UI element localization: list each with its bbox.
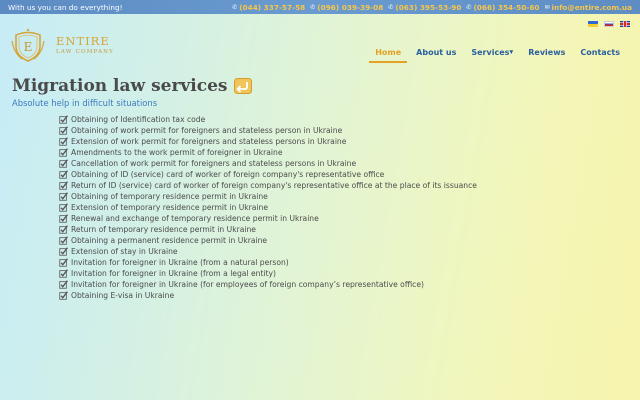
- nav-about-us[interactable]: About us: [416, 48, 457, 57]
- service-item[interactable]: [59, 169, 477, 180]
- service-label: Extension of work permit for foreigners and stateless persons in Ukraine: [71, 137, 347, 146]
- service-label: Return of ID (service) card of worker of foreign company's representative office at the place of its issuance: [71, 181, 477, 190]
- phone-link-1[interactable]: [232, 3, 305, 12]
- phone-link-2[interactable]: [310, 3, 383, 12]
- phone-number: (066) 354-50-60: [473, 2, 540, 12]
- page-subtitle: Absolute help in difficult situations: [12, 98, 158, 108]
- service-label: Extension of stay in Ukraine: [71, 247, 178, 256]
- ukrainian-flag-icon[interactable]: [588, 21, 598, 27]
- mail-icon: ✉: [544, 3, 550, 11]
- checkbox-checked-icon: [59, 137, 68, 146]
- service-item[interactable]: [59, 114, 477, 125]
- checkbox-checked-icon: [59, 115, 68, 124]
- checkbox-checked-icon: [59, 148, 68, 157]
- checkbox-checked-icon: [59, 159, 68, 168]
- service-label: Obtaining of Identification tax code: [71, 115, 206, 124]
- contact-list: [232, 3, 632, 12]
- checkbox-checked-icon: [59, 214, 68, 223]
- service-label: Return of temporary residence permit in Ukraine: [71, 225, 256, 234]
- service-label: Renewal and exchange of temporary residence permit in Ukraine: [71, 214, 319, 223]
- service-label: Invitation for foreigner in Ukraine (from a legal entity): [71, 269, 276, 278]
- email-link[interactable]: [545, 3, 633, 12]
- service-label: Amendments to the work permit of foreigner in Ukraine: [71, 148, 283, 157]
- email-address: info@entire.com.ua: [551, 2, 632, 12]
- phone-icon: ✆: [466, 3, 472, 11]
- nav-services[interactable]: Services▼: [471, 48, 514, 57]
- service-item[interactable]: [59, 246, 477, 257]
- logo-shield-icon: [10, 27, 46, 63]
- service-label: Obtaining a permanent residence permit in Ukraine: [71, 236, 268, 245]
- page-title-text: Migration law services: [12, 76, 228, 96]
- service-item[interactable]: [59, 268, 477, 279]
- phone-number: (044) 337-57-58: [239, 2, 306, 12]
- service-item[interactable]: [59, 158, 477, 169]
- checkbox-checked-icon: [59, 280, 68, 289]
- service-label: Obtaining E-visa in Ukraine: [71, 291, 175, 300]
- brand-name: ENTIRE: [56, 34, 110, 48]
- service-item[interactable]: [59, 257, 477, 268]
- phone-number: (063) 395-53-90: [395, 2, 462, 12]
- service-label: Obtaining of ID (service) card of worker of foreign company's representative office: [71, 170, 385, 179]
- service-label: Invitation for foreigner in Ukraine (for employees of foreign company’s representative office): [71, 280, 424, 289]
- checkbox-checked-icon: [59, 225, 68, 234]
- service-item[interactable]: [59, 202, 477, 213]
- phone-link-3[interactable]: [388, 3, 461, 12]
- checkbox-checked-icon: [59, 203, 68, 212]
- service-item[interactable]: [59, 180, 477, 191]
- checkbox-checked-icon: [59, 236, 68, 245]
- phone-number: (096) 039-39-08: [317, 2, 384, 12]
- main-nav: [366, 47, 626, 63]
- brand-subtitle: LAW COMPANY: [56, 49, 114, 55]
- logo-letter: E: [23, 40, 33, 54]
- checkbox-checked-icon: [59, 247, 68, 256]
- phone-link-4[interactable]: [466, 3, 539, 12]
- service-item[interactable]: [59, 125, 477, 136]
- service-item[interactable]: [59, 191, 477, 202]
- nav-contacts[interactable]: Contacts: [580, 48, 620, 57]
- nav-reviews[interactable]: Reviews: [528, 48, 566, 57]
- company-logo[interactable]: [10, 27, 114, 63]
- service-label: Invitation for foreigner in Ukraine (from a natural person): [71, 258, 289, 267]
- service-item[interactable]: [59, 235, 477, 246]
- service-item[interactable]: [59, 213, 477, 224]
- service-label: Extension of temporary residence permit in Ukraine: [71, 203, 269, 212]
- service-item[interactable]: [59, 279, 477, 290]
- phone-icon: ✆: [232, 3, 238, 11]
- checkbox-checked-icon: [59, 291, 68, 300]
- checkbox-checked-icon: [59, 181, 68, 190]
- services-list: [59, 114, 477, 301]
- return-arrow-icon: [234, 78, 252, 94]
- phone-icon: ✆: [310, 3, 316, 11]
- phone-icon: ✆: [388, 3, 394, 11]
- service-item[interactable]: [59, 290, 477, 301]
- service-label: Obtaining of work permit for foreigners and stateless person in Ukraine: [71, 126, 343, 135]
- checkbox-checked-icon: [59, 192, 68, 201]
- service-label: Obtaining of temporary residence permit in Ukraine: [71, 192, 268, 201]
- checkbox-checked-icon: [59, 258, 68, 267]
- caret-down-icon: ▼: [509, 49, 514, 56]
- service-item[interactable]: [59, 224, 477, 235]
- top-bar: [0, 0, 640, 14]
- language-switcher: [588, 21, 630, 27]
- checkbox-checked-icon: [59, 126, 68, 135]
- nav-home[interactable]: Home: [369, 47, 407, 63]
- page-title: [12, 76, 252, 96]
- service-label: Cancellation of work permit for foreigners and stateless persons in Ukraine: [71, 159, 357, 168]
- service-item[interactable]: [59, 136, 477, 147]
- russian-flag-icon[interactable]: [604, 21, 614, 27]
- tagline: With us you can do everything!: [8, 2, 123, 12]
- service-item[interactable]: [59, 147, 477, 158]
- checkbox-checked-icon: [59, 170, 68, 179]
- checkbox-checked-icon: [59, 269, 68, 278]
- english-flag-icon[interactable]: [620, 21, 630, 27]
